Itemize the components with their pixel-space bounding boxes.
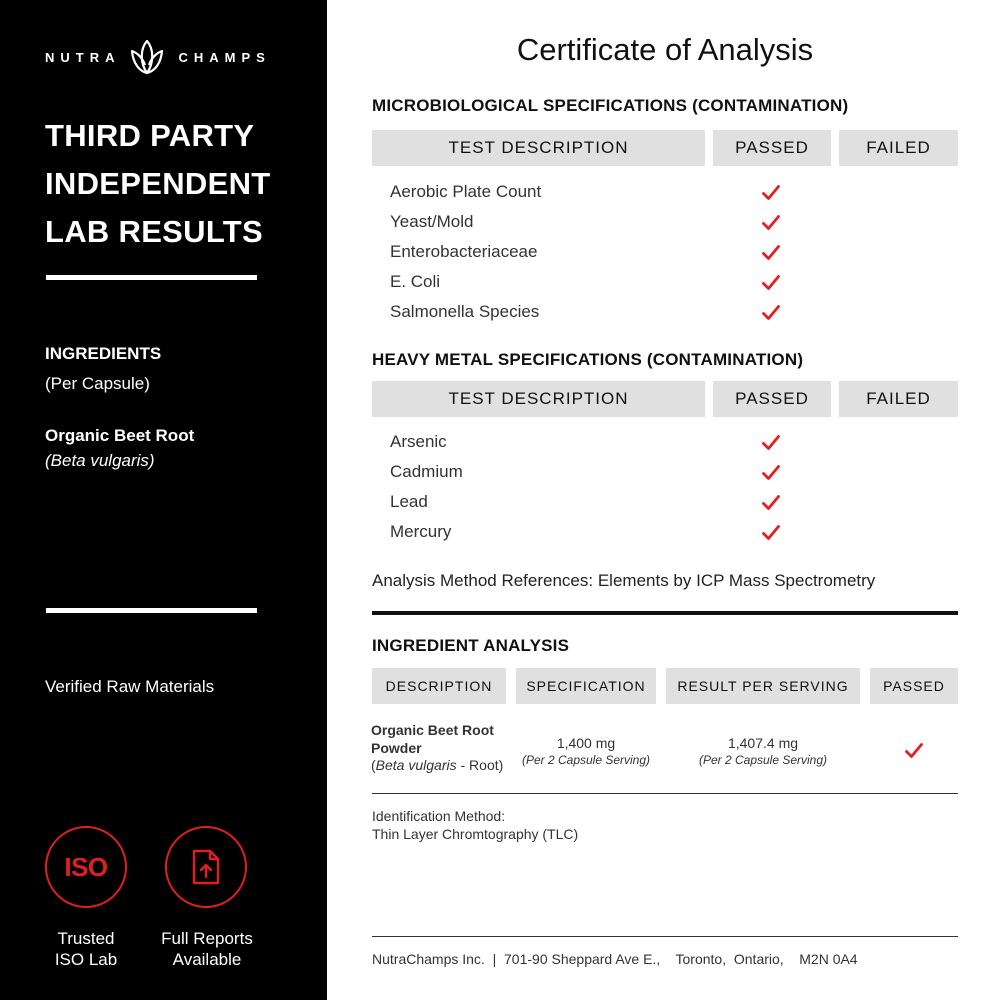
metals-header-passed: PASSED: [713, 381, 831, 417]
micro-row-label: Enterobacteriaceae: [390, 242, 538, 261]
result-note: (Per 2 Capsule Serving): [698, 753, 828, 767]
report-document-icon: [191, 849, 221, 885]
check-icon: [762, 495, 780, 511]
micro-section-title: MICROBIOLOGICAL SPECIFICATIONS (CONTAMINATION): [372, 96, 849, 115]
identification-label: Identification Method:: [372, 808, 506, 824]
brand-word-left: NUTRA: [45, 49, 121, 65]
metal-row-label: Arsenic: [390, 432, 447, 451]
metal-row-label: Cadmium: [390, 462, 463, 481]
micro-header-failed: FAILED: [839, 130, 958, 166]
ingredient-latin-name: (Beta vulgaris): [45, 451, 155, 470]
badge-label-line: Available: [172, 950, 242, 969]
brand-word-right: CHAMPS: [178, 49, 271, 65]
metals-header-test: TEST DESCRIPTION: [372, 381, 705, 417]
ingredient-name: Organic Beet Root: [45, 426, 195, 445]
micro-header-test: TEST DESCRIPTION: [372, 130, 705, 166]
check-icon: [762, 245, 780, 261]
product-name-line: Organic Beet Root: [371, 722, 494, 738]
product-latin: [371, 757, 503, 773]
check-icon: [762, 215, 780, 231]
iso-badge: [45, 826, 127, 908]
divider: [46, 275, 257, 280]
left-panel: [0, 0, 327, 1000]
specification-value: 1,400 mg: [556, 735, 616, 751]
iso-badge-label: [16, 928, 156, 970]
headline-line: INDEPENDENT: [45, 166, 271, 201]
analysis-method: Analysis Method References: Elements by ICP Mass Spectrometry: [372, 571, 876, 590]
ia-header-passed: PASSED: [870, 668, 958, 704]
divider: [372, 611, 958, 615]
brand-logo: [45, 36, 285, 78]
check-icon: [762, 465, 780, 481]
ingredient-analysis-title: INGREDIENT ANALYSIS: [372, 636, 570, 655]
badge-label-line: Trusted: [57, 929, 115, 948]
identification-method: Thin Layer Chromtography (TLC): [372, 826, 579, 842]
check-icon: [762, 185, 780, 201]
headline: [45, 112, 305, 256]
ingredients-subheading: (Per Capsule): [45, 374, 150, 393]
report-badge: [165, 826, 247, 908]
specification-note: (Per 2 Capsule Serving): [521, 753, 651, 767]
badge-label-line: ISO Lab: [54, 950, 118, 969]
micro-row-label: E. Coli: [390, 272, 441, 291]
check-icon: [762, 305, 780, 321]
footer-address: NutraChamps Inc. | 701-90 Sheppard Ave E., Toronto, Ontario, M2N 0A4: [372, 951, 858, 967]
iso-icon: ISO: [64, 851, 108, 882]
result-value: 1,407.4 mg: [727, 735, 799, 751]
check-icon: [905, 743, 923, 759]
badge-label-line: Full Reports: [161, 929, 253, 948]
ingredients-heading: INGREDIENTS: [45, 344, 162, 363]
micro-row-label: Salmonella Species: [390, 302, 540, 321]
verified-text: Verified Raw Materials: [45, 677, 215, 696]
latin-open: (: [371, 757, 376, 773]
check-icon: [762, 435, 780, 451]
check-icon: [762, 525, 780, 541]
check-icon: [762, 275, 780, 291]
latin-name: Beta vulgaris: [375, 757, 457, 773]
report-badge-label: [137, 928, 277, 970]
micro-row-label: Aerobic Plate Count: [390, 182, 542, 201]
divider: [46, 608, 257, 613]
metal-row-label: Lead: [390, 492, 428, 511]
ia-header-description: DESCRIPTION: [372, 668, 506, 704]
micro-header-passed: PASSED: [713, 130, 831, 166]
page-title: Certificate of Analysis: [516, 32, 814, 67]
ia-header-result: RESULT PER SERVING: [666, 668, 860, 704]
divider: [372, 793, 958, 794]
headline-line: THIRD PARTY: [45, 118, 255, 153]
headline-line: LAB RESULTS: [45, 214, 263, 249]
divider: [372, 936, 958, 937]
metal-row-label: Mercury: [390, 522, 452, 541]
micro-row-label: Yeast/Mold: [390, 212, 474, 231]
latin-close: - Root): [456, 757, 504, 773]
lotus-icon: [127, 37, 167, 77]
ia-header-specification: SPECIFICATION: [516, 668, 656, 704]
product-name-line: Powder: [371, 740, 422, 756]
metals-header-failed: FAILED: [839, 381, 958, 417]
product-name: [371, 721, 511, 757]
metals-section-title: HEAVY METAL SPECIFICATIONS (CONTAMINATION): [372, 350, 804, 369]
